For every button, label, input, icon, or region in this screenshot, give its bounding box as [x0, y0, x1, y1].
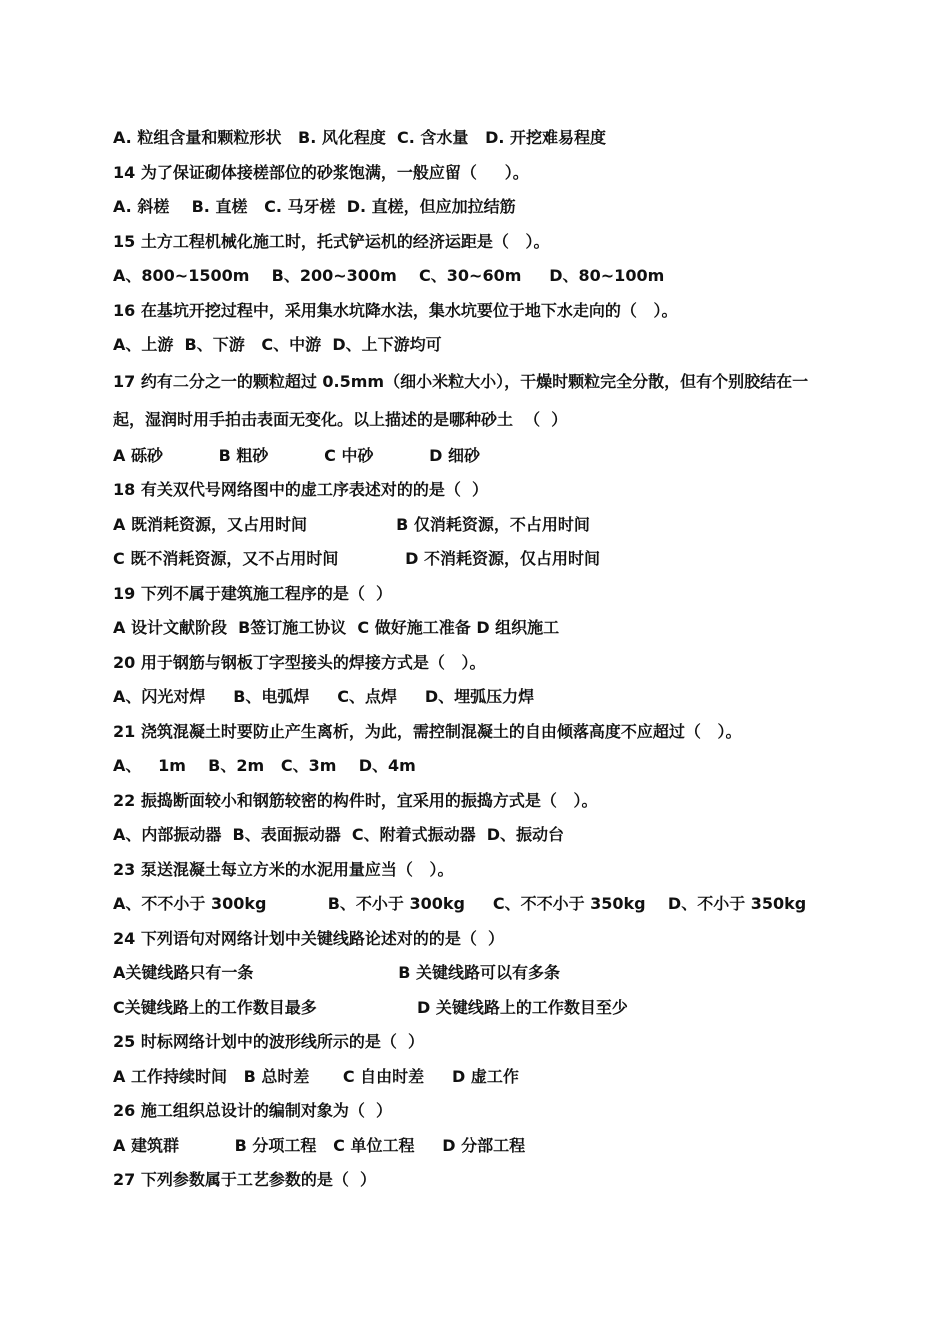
options-q23: A、不不小于 300kg B、不小于 300kg C、不不小于 350kg D、不小于 350kg: [113, 894, 807, 913]
options-q22: A、内部振动器 B、表面振动器 C、附着式振动器 D、振动台: [113, 825, 565, 844]
question-20: 20 用于钢筋与钢板丁字型接头的焊接方式是（ ）。: [113, 652, 486, 672]
question-15: 15 土方工程机械化施工时，托式铲运机的经济运距是（ ）。: [113, 231, 550, 251]
question-17-line-1: 17 约有二分之一的颗粒超过 0.5mm（细小米粒大小），干燥时颗粒完全分散，但有个别胶结在一: [113, 371, 809, 391]
question-19: 19 下列不属于建筑施工程序的是（ ）: [113, 583, 392, 603]
question-22: 22 振捣断面较小和钢筋较密的构件时，宜采用的振捣方式是（ ）。: [113, 790, 598, 810]
options-q15: A、800~1500m B、200~300m C、30~60m D、80~100m: [113, 266, 665, 285]
question-24: 24 下列语句对网络计划中关键线路论述对的的是（ ）: [113, 928, 504, 948]
options-q20: A、闪光对焊 B、电弧焊 C、点焊 D、埋弧压力焊: [113, 687, 535, 706]
question-18: 18 有关双代号网络图中的虚工序表述对的的是（ ）: [113, 480, 488, 499]
question-25: 25 时标网络计划中的波形线所示的是（ ）: [113, 1032, 424, 1051]
options-q18-row-1: A 既消耗资源，又占用时间 B 仅消耗资源，不占用时间: [113, 514, 590, 534]
options-q14: A. 斜槎 B. 直槎 C. 马牙槎 D. 直槎，但应加拉结筋: [113, 197, 516, 216]
options-q24-row-2: C关键线路上的工作数目最多 D 关键线路上的工作数目至少: [113, 997, 628, 1017]
question-21: 21 浇筑混凝土时要防止产生离析，为此，需控制混凝土的自由倾落高度不应超过（ ）。: [113, 721, 742, 741]
options-q21: A、 1m B、2m C、3m D、4m: [113, 756, 416, 775]
options-q24-row-1: A关键线路只有一条 B 关键线路可以有多条: [113, 963, 560, 982]
question-27: 27 下列参数属于工艺参数的是（ ）: [113, 1170, 376, 1189]
options-q18-row-2: C 既不消耗资源，又不占用时间 D 不消耗资源，仅占用时间: [113, 549, 601, 568]
options-q17: A 砾砂 B 粗砂 C 中砂 D 细砂: [113, 445, 480, 465]
question-26: 26 施工组织总设计的编制对象为（ ）: [113, 1101, 392, 1120]
question-text-block: [113, 121, 873, 1198]
options-q13: A. 粒组含量和颗粒形状 B. 风化程度 C. 含水量 D. 开挖难易程度: [113, 128, 607, 147]
question-17-line-2: 起，湿润时用手拍击表面无变化。以上描述的是哪种砂土 （ ）: [113, 409, 568, 429]
options-q25: A 工作持续时间 B 总时差 C 自由时差 D 虚工作: [113, 1066, 519, 1086]
options-q19: A 设计文献阶段 B签订施工协议 C 做好施工准备 D 组织施工: [113, 618, 560, 637]
options-q26: A 建筑群 B 分项工程 C 单位工程 D 分部工程: [113, 1135, 526, 1155]
question-23: 23 泵送混凝土每立方米的水泥用量应当（ ）。: [113, 859, 454, 879]
options-q16: A、上游 B、下游 C、中游 D、上下游均可: [113, 335, 442, 354]
question-16: 16 在基坑开挖过程中，采用集水坑降水法，集水坑要位于地下水走向的（ ）。: [113, 300, 678, 320]
question-14: 14 为了保证砌体接槎部位的砂浆饱满，一般应留（ ）。: [113, 162, 529, 182]
